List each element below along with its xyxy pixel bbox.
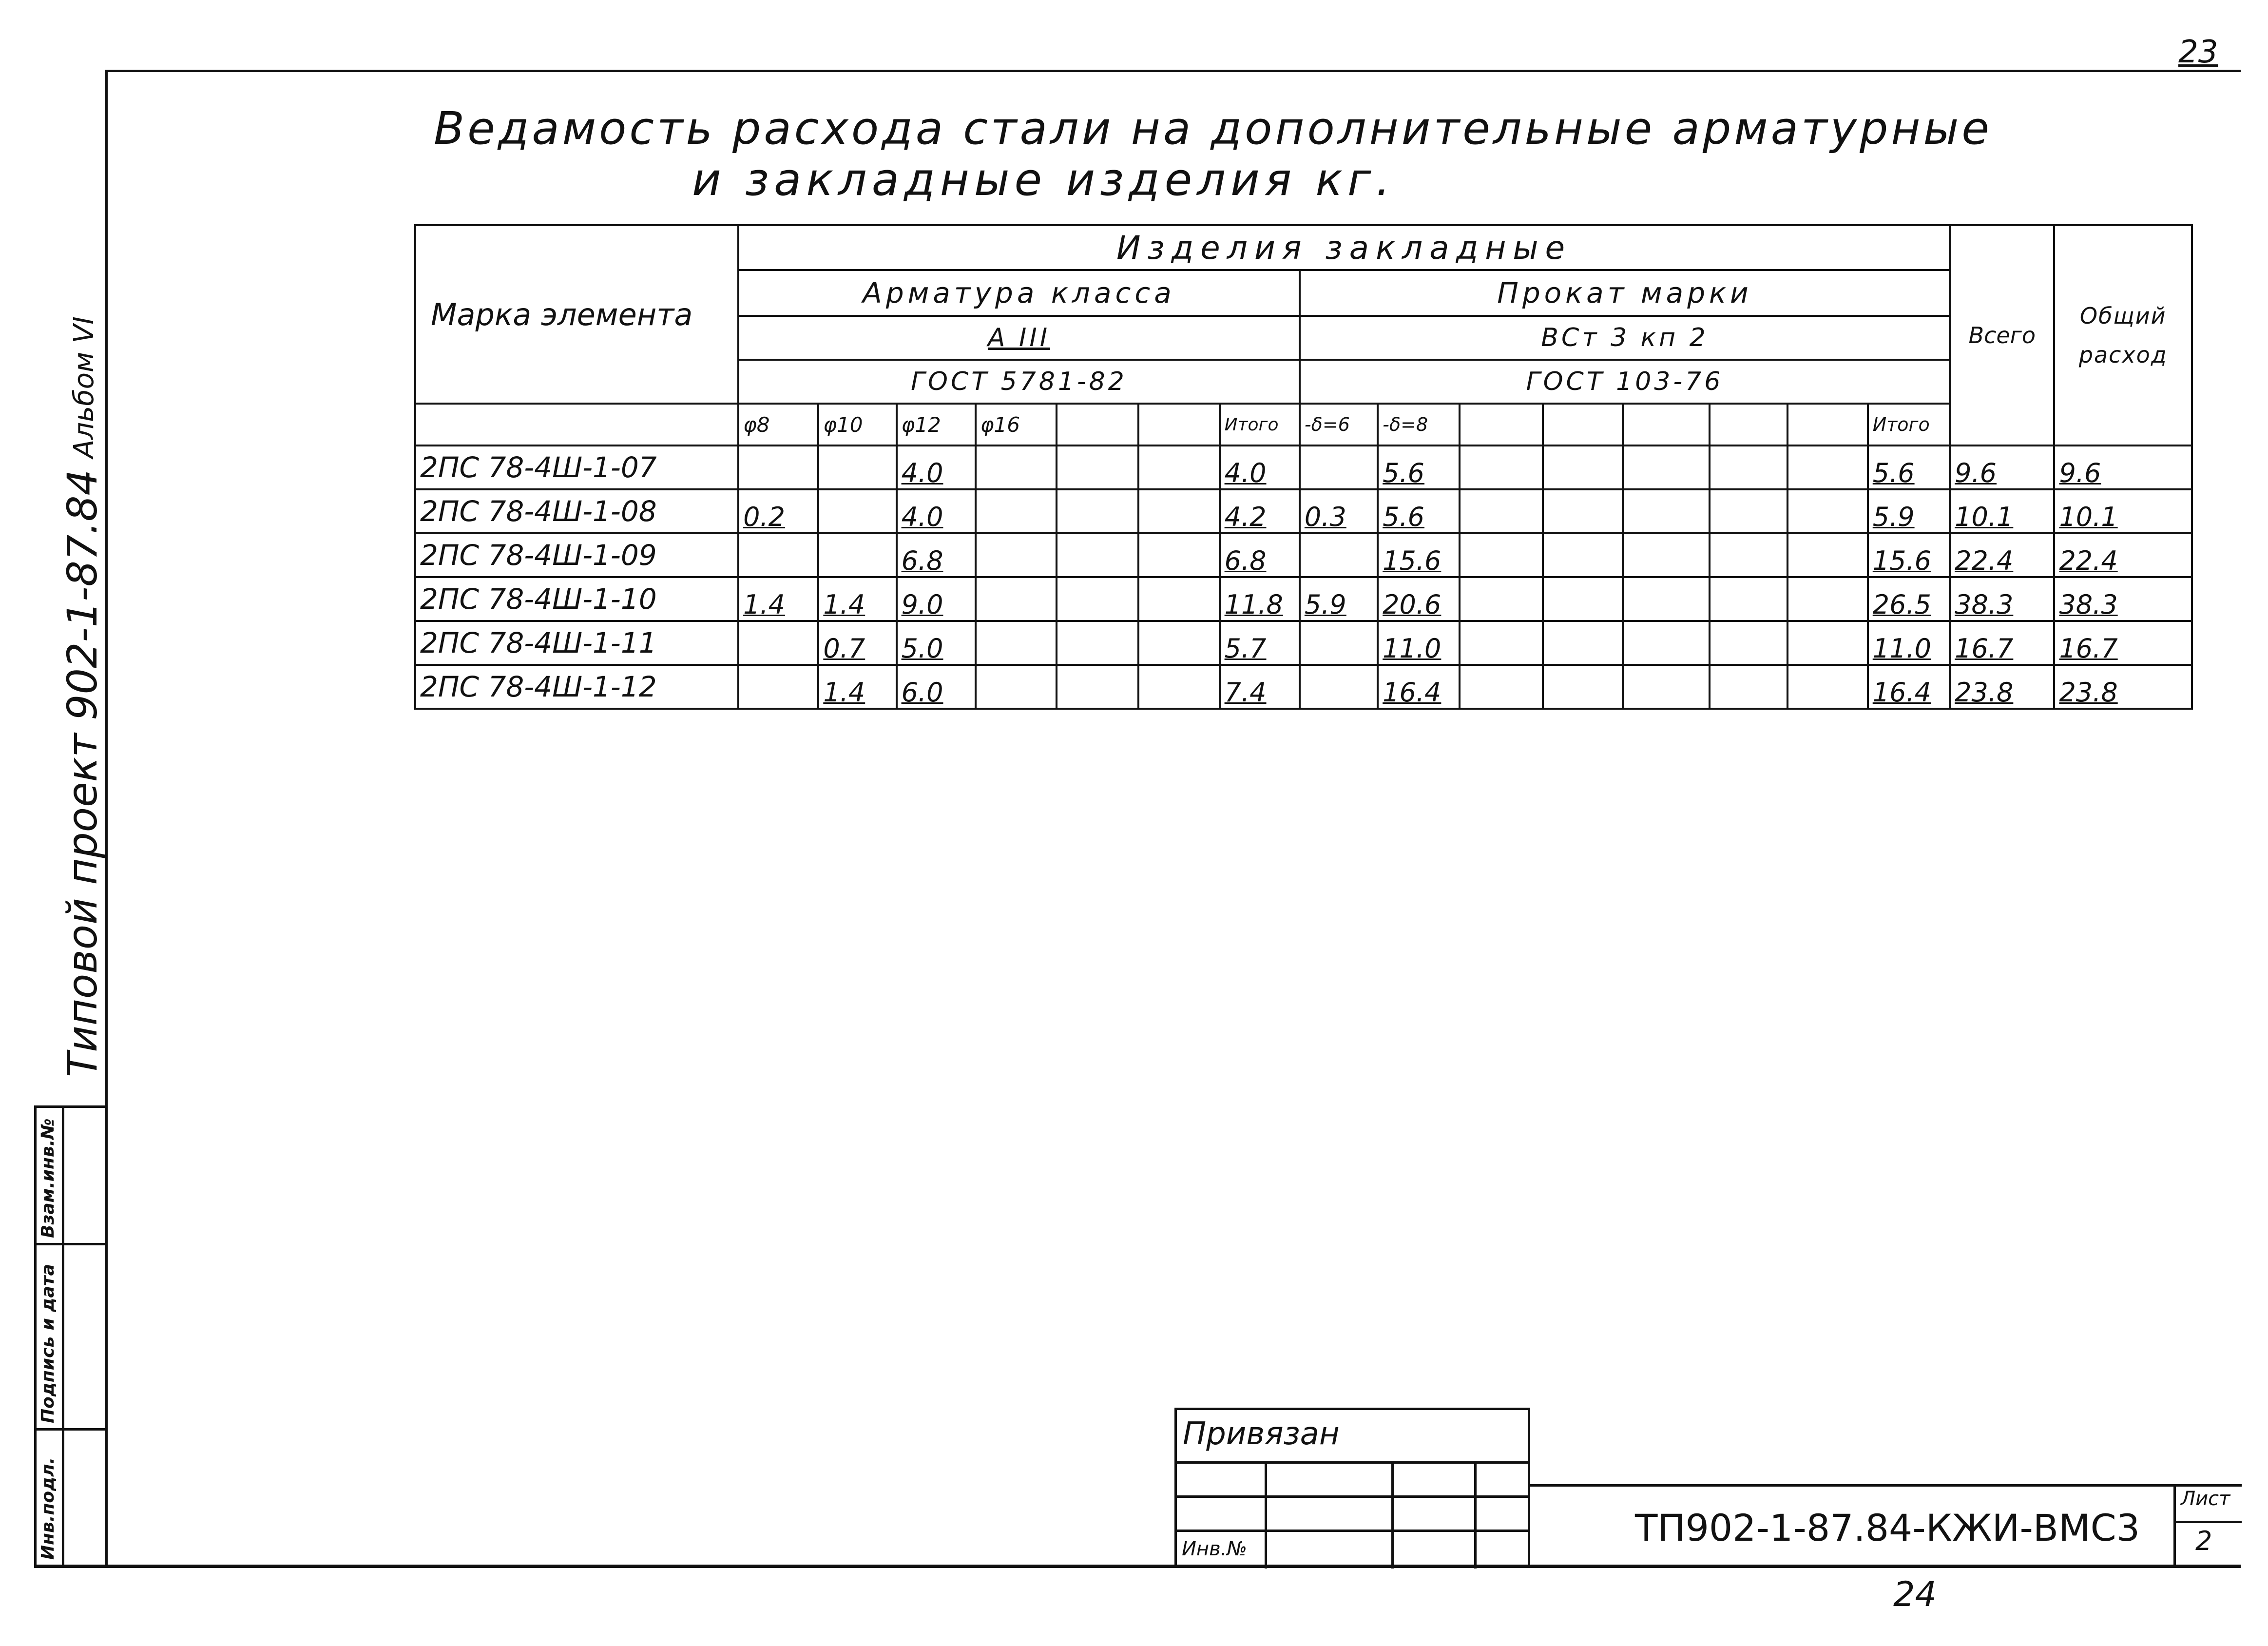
row-cell: 4.0 bbox=[1220, 445, 1300, 489]
row-cell: 1.4 bbox=[738, 577, 818, 621]
title-line-1: Ведамость расхода стали на дополнительные арматурные bbox=[434, 102, 1992, 155]
row-mark: 2ПС 78-4Ш-1-07 bbox=[415, 445, 738, 489]
row-cell: 11.8 bbox=[1220, 577, 1300, 621]
row-cell bbox=[1787, 621, 1867, 665]
row-cell bbox=[1057, 445, 1138, 489]
row-cell: 1.4 bbox=[818, 577, 896, 621]
title-block-line2 bbox=[1174, 1495, 1530, 1498]
subheader-cell bbox=[1057, 404, 1138, 445]
row-cell: 0.3 bbox=[1300, 489, 1378, 533]
row-cell: 23.8 bbox=[2054, 665, 2192, 709]
row-cell: 10.1 bbox=[2054, 489, 2192, 533]
side-album-label: Альбом VI bbox=[68, 316, 100, 458]
row-mark: 2ПС 78-4Ш-1-10 bbox=[415, 577, 738, 621]
row-cell bbox=[1623, 489, 1710, 533]
steel-spec-table bbox=[414, 224, 2193, 710]
side-stamp-div2 bbox=[34, 1428, 107, 1431]
row-cell bbox=[1460, 621, 1542, 665]
subheader-cell bbox=[1138, 404, 1219, 445]
row-cell: 5.6 bbox=[1378, 489, 1460, 533]
frame-bottom-line bbox=[34, 1565, 2241, 1568]
row-cell bbox=[1543, 577, 1623, 621]
row-cell: 38.3 bbox=[1950, 577, 2054, 621]
row-cell bbox=[976, 577, 1057, 621]
subheader-cell bbox=[1543, 404, 1623, 445]
row-cell: 11.0 bbox=[1378, 621, 1460, 665]
row-cell: 9.0 bbox=[897, 577, 976, 621]
row-cell bbox=[976, 445, 1057, 489]
header-overall: Общий расход bbox=[2054, 225, 2192, 445]
row-cell bbox=[1057, 665, 1138, 709]
row-cell bbox=[1787, 577, 1867, 621]
row-cell: 20.6 bbox=[1378, 577, 1460, 621]
row-cell bbox=[976, 533, 1057, 577]
row-cell: 5.7 bbox=[1220, 621, 1300, 665]
row-cell: 5.6 bbox=[1378, 445, 1460, 489]
row-cell bbox=[1543, 621, 1623, 665]
row-cell: 6.8 bbox=[897, 533, 976, 577]
row-cell: 11.0 bbox=[1868, 621, 1950, 665]
row-cell bbox=[738, 533, 818, 577]
frame-top-line bbox=[106, 70, 2241, 72]
row-cell bbox=[1787, 445, 1867, 489]
row-cell bbox=[1300, 445, 1378, 489]
header-products: Изделия закладные bbox=[738, 225, 1950, 270]
side-stamp-top bbox=[34, 1105, 107, 1108]
row-cell: 16.7 bbox=[2054, 621, 2192, 665]
subheader-cell: -δ=6 bbox=[1300, 404, 1378, 445]
row-cell: 9.6 bbox=[2054, 445, 2192, 489]
row-cell: 5.6 bbox=[1868, 445, 1950, 489]
table-row bbox=[415, 445, 2192, 489]
row-cell: 7.4 bbox=[1220, 665, 1300, 709]
row-mark: 2ПС 78-4Ш-1-11 bbox=[415, 621, 738, 665]
row-cell: 15.6 bbox=[1378, 533, 1460, 577]
row-cell bbox=[818, 445, 896, 489]
row-cell bbox=[738, 665, 818, 709]
subheader-cell bbox=[1710, 404, 1787, 445]
row-cell bbox=[1623, 621, 1710, 665]
row-cell: 16.4 bbox=[1868, 665, 1950, 709]
row-cell bbox=[1057, 621, 1138, 665]
row-cell: 26.5 bbox=[1868, 577, 1950, 621]
side-project-label: Типовой проект 902-1-87.84 bbox=[58, 469, 106, 1077]
row-cell bbox=[1460, 445, 1542, 489]
row-mark: 2ПС 78-4Ш-1-08 bbox=[415, 489, 738, 533]
row-cell bbox=[1138, 577, 1219, 621]
header-mark: Марка элемента bbox=[415, 225, 738, 404]
sheet-number: 2 bbox=[2195, 1526, 2212, 1556]
row-cell: 22.4 bbox=[1950, 533, 2054, 577]
row-cell: 4.0 bbox=[897, 489, 976, 533]
row-cell bbox=[1300, 665, 1378, 709]
header-rolled-gost: ГОСТ 103-76 bbox=[1300, 360, 1950, 404]
title-block-line1 bbox=[1174, 1461, 1530, 1464]
row-cell bbox=[976, 621, 1057, 665]
row-cell bbox=[1623, 665, 1710, 709]
subheader-cell bbox=[1460, 404, 1542, 445]
subheader-empty bbox=[415, 404, 738, 445]
row-cell bbox=[1300, 621, 1378, 665]
subheader-cell bbox=[1623, 404, 1710, 445]
row-cell bbox=[1710, 445, 1787, 489]
row-cell bbox=[1787, 489, 1867, 533]
title-block-col2 bbox=[1391, 1461, 1394, 1569]
title-block bbox=[1174, 1408, 1530, 1566]
row-cell: 16.7 bbox=[1950, 621, 2054, 665]
row-cell bbox=[1543, 533, 1623, 577]
side-inv-no: Инв.подл. bbox=[38, 1457, 58, 1560]
row-cell bbox=[1710, 577, 1787, 621]
subheader-cell: Итого bbox=[1220, 404, 1300, 445]
row-cell bbox=[818, 533, 896, 577]
title-line-2: и закладные изделия кг. bbox=[692, 154, 1395, 206]
row-cell bbox=[1623, 445, 1710, 489]
row-cell bbox=[1710, 621, 1787, 665]
row-cell: 5.9 bbox=[1868, 489, 1950, 533]
row-cell bbox=[1623, 577, 1710, 621]
table-row bbox=[415, 621, 2192, 665]
row-cell: 0.7 bbox=[818, 621, 896, 665]
row-cell: 5.0 bbox=[897, 621, 976, 665]
row-cell bbox=[1543, 665, 1623, 709]
header-rebar-grade: А III bbox=[738, 316, 1300, 360]
doc-code-line bbox=[1528, 1484, 2242, 1487]
side-sign-date: Подпись и дата bbox=[38, 1264, 58, 1423]
attached-label: Привязан bbox=[1183, 1416, 1340, 1452]
doc-code: ТП902-1-87.84-КЖИ-ВМС3 bbox=[1635, 1506, 2140, 1549]
subheader-cell: Итого bbox=[1868, 404, 1950, 445]
row-cell bbox=[1460, 489, 1542, 533]
row-cell bbox=[1057, 577, 1138, 621]
row-cell: 6.8 bbox=[1220, 533, 1300, 577]
row-cell: 1.4 bbox=[818, 665, 896, 709]
row-cell bbox=[1138, 665, 1219, 709]
title-block-col3 bbox=[1474, 1461, 1477, 1569]
header-rolled-steel: Прокат марки bbox=[1300, 270, 1950, 316]
row-cell bbox=[1300, 533, 1378, 577]
subheader-cell: φ8 bbox=[738, 404, 818, 445]
row-cell bbox=[1460, 533, 1542, 577]
subheader-cell: φ16 bbox=[976, 404, 1057, 445]
row-cell bbox=[1138, 489, 1219, 533]
page-number: 23 bbox=[2178, 34, 2218, 70]
row-cell bbox=[1710, 533, 1787, 577]
side-replace-inv: Взам.инв.№ bbox=[38, 1118, 58, 1238]
row-cell: 10.1 bbox=[1950, 489, 2054, 533]
row-cell bbox=[976, 489, 1057, 533]
row-cell: 15.6 bbox=[1868, 533, 1950, 577]
side-stamp-inner bbox=[62, 1106, 64, 1567]
row-cell bbox=[1057, 533, 1138, 577]
table-row bbox=[415, 489, 2192, 533]
side-stamp-div1 bbox=[34, 1243, 107, 1245]
row-cell bbox=[818, 489, 896, 533]
bottom-page-number: 24 bbox=[1893, 1574, 1937, 1614]
row-cell: 9.6 bbox=[1950, 445, 2054, 489]
header-row-products bbox=[415, 225, 2192, 270]
row-cell bbox=[738, 445, 818, 489]
row-cell: 0.2 bbox=[738, 489, 818, 533]
subheader-cell: φ10 bbox=[818, 404, 896, 445]
row-cell bbox=[1057, 489, 1138, 533]
header-row-subcolumns bbox=[415, 404, 2192, 445]
row-cell: 6.0 bbox=[897, 665, 976, 709]
sheet-box-left bbox=[2173, 1484, 2176, 1566]
row-cell bbox=[1787, 665, 1867, 709]
row-cell bbox=[1460, 665, 1542, 709]
row-cell bbox=[1138, 445, 1219, 489]
row-cell bbox=[1623, 533, 1710, 577]
row-cell bbox=[1543, 489, 1623, 533]
row-cell bbox=[976, 665, 1057, 709]
row-cell bbox=[1138, 533, 1219, 577]
header-total: Всего bbox=[1950, 225, 2054, 445]
row-cell: 5.9 bbox=[1300, 577, 1378, 621]
row-mark: 2ПС 78-4Ш-1-09 bbox=[415, 533, 738, 577]
row-cell: 23.8 bbox=[1950, 665, 2054, 709]
subheader-cell: φ12 bbox=[897, 404, 976, 445]
row-cell: 4.0 bbox=[897, 445, 976, 489]
row-cell bbox=[1543, 445, 1623, 489]
header-rebar-class: Арматура класса bbox=[738, 270, 1300, 316]
title-block-col1 bbox=[1265, 1461, 1267, 1569]
row-cell bbox=[1710, 489, 1787, 533]
row-cell bbox=[738, 621, 818, 665]
row-cell bbox=[1787, 533, 1867, 577]
title-block-line3 bbox=[1174, 1530, 1530, 1532]
side-stamp-left bbox=[34, 1106, 37, 1567]
subheader-cell bbox=[1787, 404, 1867, 445]
header-rebar-gost: ГОСТ 5781-82 bbox=[738, 360, 1300, 404]
inv-no-label: Инв.№ bbox=[1182, 1538, 1247, 1560]
sheet-box-mid bbox=[2173, 1521, 2242, 1523]
row-cell bbox=[1138, 621, 1219, 665]
table-row bbox=[415, 665, 2192, 709]
row-cell: 4.2 bbox=[1220, 489, 1300, 533]
row-cell bbox=[1710, 665, 1787, 709]
subheader-cell: -δ=8 bbox=[1378, 404, 1460, 445]
header-rolled-grade: ВСт 3 кп 2 bbox=[1300, 316, 1950, 360]
row-cell: 38.3 bbox=[2054, 577, 2192, 621]
table-row bbox=[415, 577, 2192, 621]
table-row bbox=[415, 533, 2192, 577]
row-cell bbox=[1460, 577, 1542, 621]
sheet-label: Лист bbox=[2181, 1488, 2230, 1510]
row-cell: 22.4 bbox=[2054, 533, 2192, 577]
row-mark: 2ПС 78-4Ш-1-12 bbox=[415, 665, 738, 709]
row-cell: 16.4 bbox=[1378, 665, 1460, 709]
